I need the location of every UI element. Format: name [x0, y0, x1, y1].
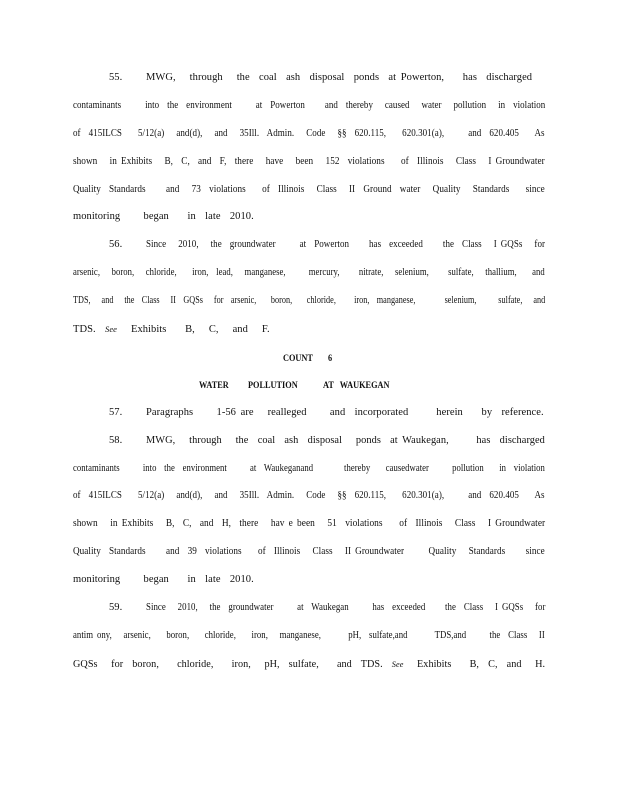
paragraph-line: GQSs for boron, chloride, iron, pH, sulfate, and TDS. See Exhibits B, C, and H. — [73, 659, 546, 670]
paragraph-line: TDS. See Exhibits B, C, and F. — [73, 324, 270, 335]
paragraph-line: Paragraphs 1-56 are realleged and incorporated herein by reference. — [146, 407, 544, 418]
paragraph-line: contaminants into the environment at Waukeganand thereby causedwater pollution in violation — [73, 463, 545, 474]
paragraph-line: arsenic, boron, chloride, iron, lead, manganese, mercury, nitrate, selenium, sulfate, thallium, and — [73, 267, 545, 278]
paragraph-line: Quality Standards and 39 violations of Illinois Class II Groundwater Quality Standards since — [73, 546, 545, 557]
count-title-pollution: POLLUTION — [248, 380, 298, 390]
count-label: COUNT — [283, 353, 313, 363]
paragraph-number: 55. — [109, 72, 123, 83]
paragraph-line: antim ony, arsenic, boron, chloride, iron, manganese, pH, sulfate,and TDS,and the Class II — [73, 630, 545, 641]
paragraph-line: Since 2010, the groundwater at Waukegan has exceeded the Class I GQSs for — [146, 602, 546, 613]
see-signal: See — [105, 324, 117, 334]
paragraph-line: Since 2010, the groundwater at Powerton has exceeded the Class I GQSs for — [146, 239, 546, 250]
see-signal: See — [391, 659, 404, 669]
count-number: 6 — [328, 353, 333, 363]
paragraph-line: contaminants into the environment at Powerton and thereby caused water pollution in violation — [73, 100, 546, 111]
paragraph-line: Quality Standards and 73 violations of Illinois Class II Ground water Quality Standards since — [73, 184, 545, 195]
paragraph-line: of 415ILCS 5/12(a) and(d), and 35Ill. Admin. Code §§ 620.115, 620.301(a), and 620.405 As — [73, 128, 545, 139]
paragraph-line: shown in Exhibits B, C, and F, there have been 152 violations of Illinois Class I Groundwater — [73, 156, 545, 167]
count-title-water: WATER — [199, 380, 229, 390]
paragraph-line: shown in Exhibits B, C, and H, there hav e been 51 violations of Illinois Class I Groundwater — [73, 518, 546, 529]
paragraph-line: TDS, and the Class II GQSs for arsenic, boron, chloride, iron, manganese, selenium, sulfate, and — [73, 295, 546, 306]
paragraph-line: monitoring began in late 2010. — [73, 211, 254, 222]
paragraph-line: MWG, through the coal ash disposal ponds at Waukegan, has discharged — [146, 435, 545, 446]
paragraph-line: of 415ILCS 5/12(a) and(d), and 35Ill. Admin. Code §§ 620.115, 620.301(a), and 620.405 As — [73, 490, 545, 501]
count-title-location: AT WAUKEGAN — [323, 380, 390, 390]
paragraph-number: 57. — [109, 407, 123, 418]
paragraph-number: 58. — [109, 435, 123, 446]
paragraph-number: 59. — [109, 602, 123, 613]
paragraph-number: 56. — [109, 239, 123, 250]
paragraph-line: monitoring began in late 2010. — [73, 574, 254, 585]
paragraph-line: MWG, through the coal ash disposal ponds at Powerton, has discharged — [146, 72, 533, 83]
